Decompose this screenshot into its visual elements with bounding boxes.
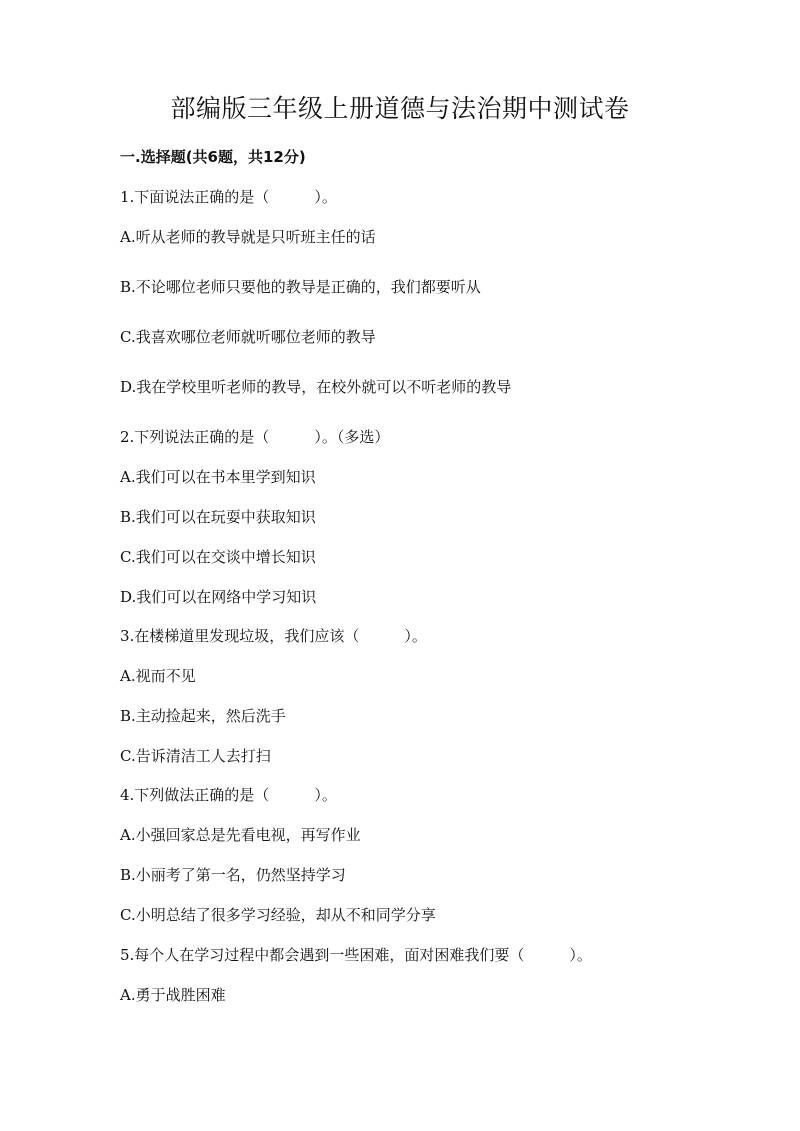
question-2-option-d: D.我们可以在网络中学习知识 <box>120 588 317 606</box>
question-3-option-b: B.主动捡起来，然后洗手 <box>120 707 286 725</box>
question-2-stem: 2.下列说法正确的是（ ）。（多选） <box>120 428 390 446</box>
question-1-option-a: A.听从老师的教导就是只听班主任的话 <box>120 228 376 246</box>
section-heading: 一.选择题(共6题，共12分) <box>120 148 306 166</box>
question-1-option-d: D.我在学校里听老师的教导，在校外就可以不听老师的教导 <box>120 378 512 396</box>
question-3-stem: 3.在楼梯道里发现垃圾，我们应该（ ）。 <box>120 627 427 645</box>
question-4-option-c: C.小明总结了很多学习经验，却从不和同学分享 <box>120 906 436 924</box>
question-2-option-c: C.我们可以在交谈中增长知识 <box>120 548 316 566</box>
question-4-option-a: A.小强回家总是先看电视，再写作业 <box>120 826 361 844</box>
question-1-option-c: C.我喜欢哪位老师就听哪位老师的教导 <box>120 328 376 346</box>
question-4-stem: 4.下列做法正确的是（ ）。 <box>120 786 337 804</box>
question-5-option-a: A.勇于战胜困难 <box>120 986 226 1004</box>
question-4-option-b: B.小丽考了第一名，仍然坚持学习 <box>120 866 346 884</box>
question-2-option-a: A.我们可以在书本里学到知识 <box>120 468 316 486</box>
question-2-option-b: B.我们可以在玩耍中获取知识 <box>120 508 316 526</box>
page-title: 部编版三年级上册道德与法治期中测试卷 <box>170 94 630 123</box>
question-1-stem: 1.下面说法正确的是（ ）。 <box>120 188 337 206</box>
question-1-option-b: B.不论哪位老师只要他的教导是正确的，我们都要听从 <box>120 278 481 296</box>
question-3-option-a: A.视而不见 <box>120 667 196 685</box>
question-3-option-c: C.告诉清洁工人去打扫 <box>120 747 271 765</box>
question-5-stem: 5.每个人在学习过程中都会遇到一些困难，面对困难我们要（ ）。 <box>120 946 592 964</box>
